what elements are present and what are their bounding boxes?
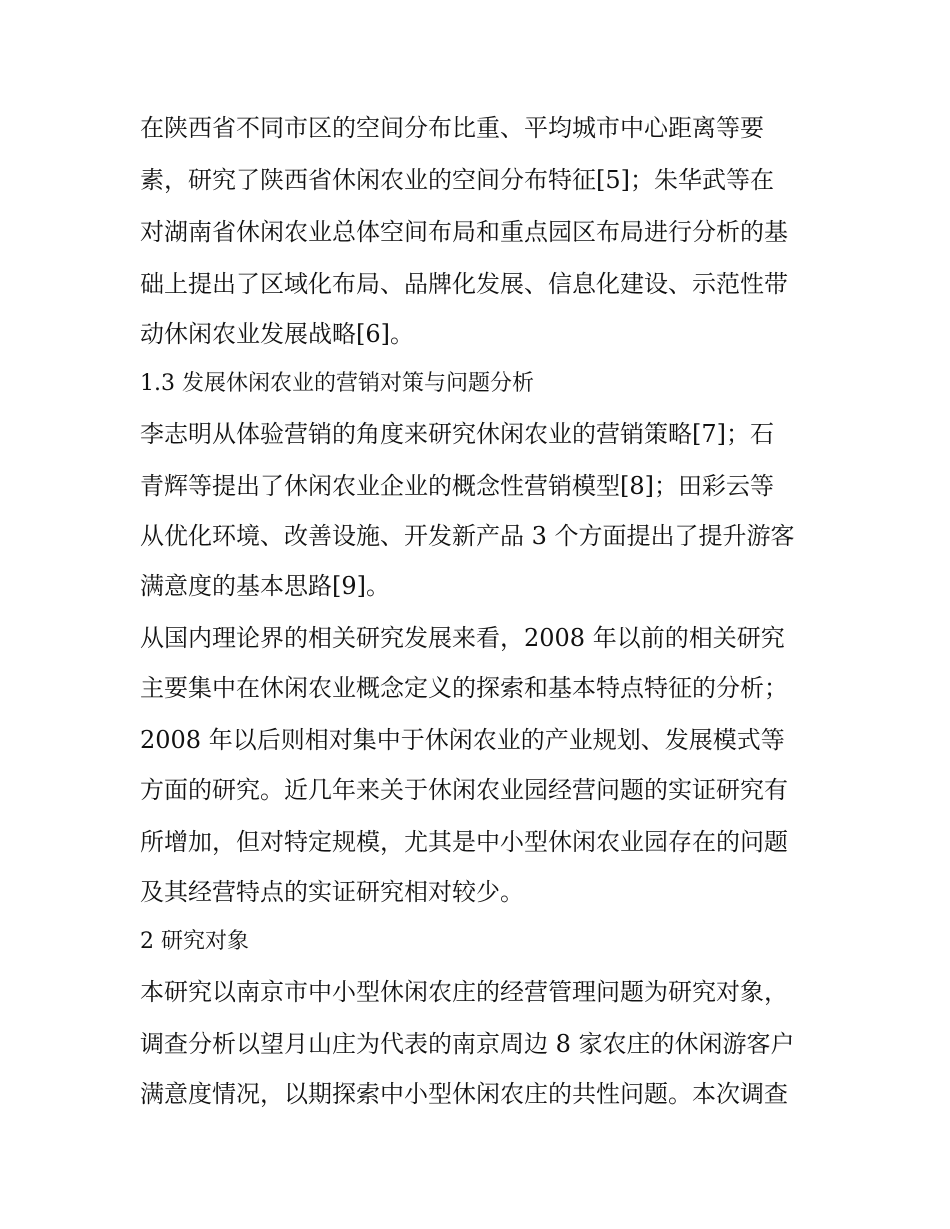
paragraph-line: 满意度的基本思路[9]。	[140, 572, 390, 600]
paragraph-line: 本研究以南京市中小型休闲农庄的经营管理问题为研究对象，	[140, 978, 788, 1006]
paragraph-line: 主要集中在休闲农业概念定义的探索和基本特点特征的分析；	[140, 674, 788, 702]
paragraph-line: 动休闲农业发展战略[6]。	[140, 320, 414, 348]
paragraph-line: 从优化环境、改善设施、开发新产品 3 个方面提出了提升游客	[140, 522, 795, 550]
paragraph-line: 方面的研究。近几年来关于休闲农业园经营问题的实证研究有	[140, 776, 788, 804]
paragraph-line: 李志明从体验营销的角度来研究休闲农业的营销策略[7]；石	[140, 420, 774, 448]
section-heading-2: 2 研究对象	[140, 929, 249, 954]
paragraph-line: 素，研究了陕西省休闲农业的空间分布特征[5]；朱华武等在	[140, 166, 774, 194]
paragraph-line: 所增加，但对特定规模，尤其是中小型休闲农业园存在的问题	[140, 828, 788, 856]
paragraph-line: 调查分析以望月山庄为代表的南京周边 8 家农庄的休闲游客户	[140, 1030, 795, 1058]
paragraph-line: 在陕西省不同市区的空间分布比重、平均城市中心距离等要	[140, 114, 764, 142]
paragraph-line: 对湖南省休闲农业总体空间布局和重点园区布局进行分析的基	[140, 218, 788, 246]
paragraph-line: 2008 年以后则相对集中于休闲农业的产业规划、发展模式等	[140, 726, 785, 754]
paragraph-line: 础上提出了区域化布局、品牌化发展、信息化建设、示范性带	[140, 270, 788, 298]
paragraph-line: 青辉等提出了休闲农业企业的概念性营销模型[8]；田彩云等	[140, 472, 774, 500]
paragraph-line: 从国内理论界的相关研究发展来看，2008 年以前的相关研究	[140, 624, 785, 652]
paragraph-line: 及其经营特点的实证研究相对较少。	[140, 878, 524, 906]
section-heading-1-3: 1.3 发展休闲农业的营销对策与问题分析	[140, 371, 534, 396]
paragraph-line: 满意度情况，以期探索中小型休闲农庄的共性问题。本次调查	[140, 1080, 788, 1108]
